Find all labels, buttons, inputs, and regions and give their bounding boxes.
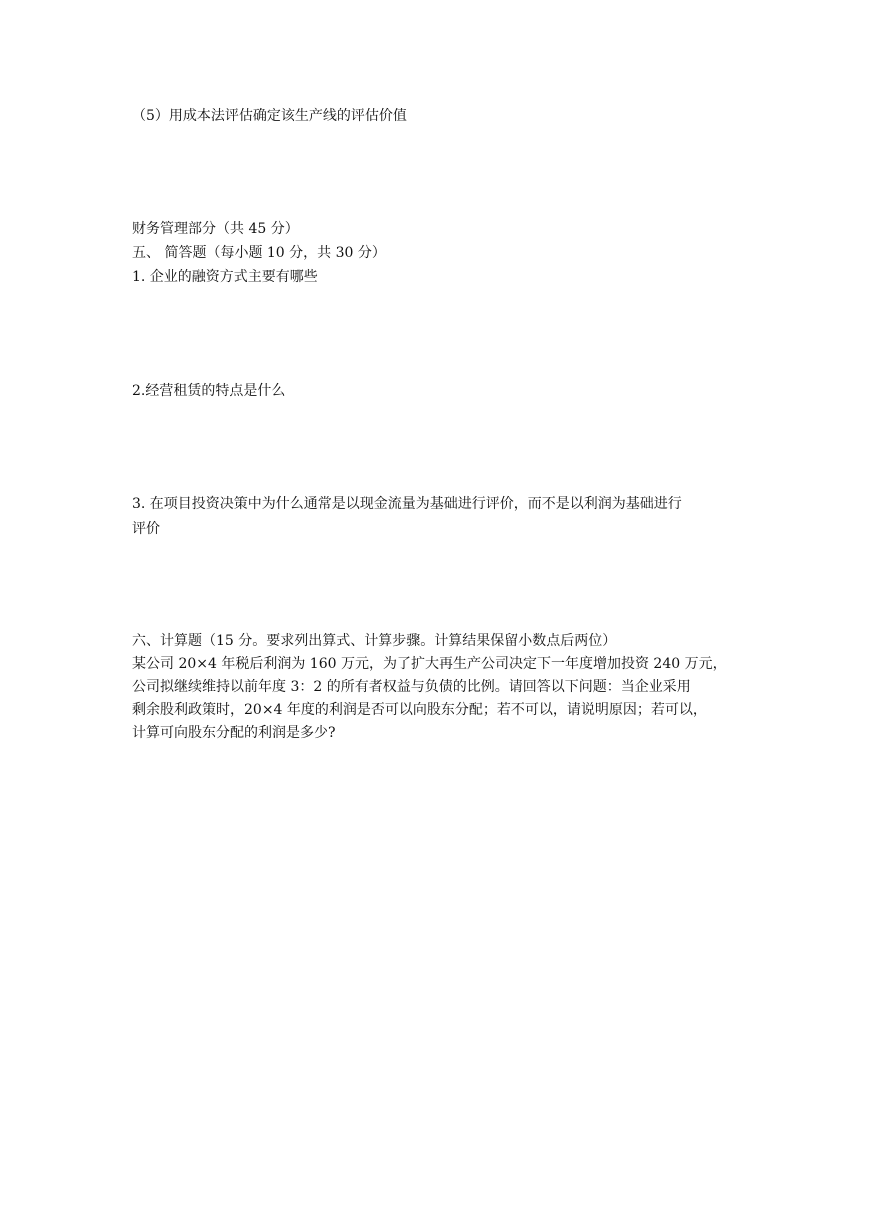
finance-part-title: 财务管理部分（共 45 分） <box>132 221 299 237</box>
question-5-cost-approach: （5）用成本法评估确定该生产线的评估价值 <box>132 108 407 124</box>
question-1-financing-methods: 1. 企业的融资方式主要有哪些 <box>132 269 318 285</box>
question-2-operating-lease: 2.经营租赁的特点是什么 <box>132 383 286 399</box>
question-3-line-2: 评价 <box>132 521 160 537</box>
problem-line: 某公司 20×4 年税后利润为 160 万元，为了扩大再生产公司决定下一年度增加投资 240 万元， <box>132 656 727 672</box>
calculation-problem <box>132 653 744 745</box>
problem-line: 公司拟继续维持以前年度 3：2 的所有者权益与负债的比例。请回答以下问题：当企业采用 <box>132 679 691 695</box>
problem-line: 剩余股利政策时，20×4 年度的利润是否可以向股东分配；若不可以，请说明原因；若可以， <box>132 702 707 718</box>
section-5-title: 五、 简答题（每小题 10 分，共 30 分） <box>132 245 386 261</box>
question-3-line-1: 3. 在项目投资决策中为什么通常是以现金流量为基础进行评价，而不是以利润为基础进行 <box>132 496 682 512</box>
section-6-title: 六、计算题（15 分。要求列出算式、计算步骤。计算结果保留小数点后两位） <box>132 633 617 649</box>
problem-line: 计算可向股东分配的利润是多少? <box>132 725 336 741</box>
